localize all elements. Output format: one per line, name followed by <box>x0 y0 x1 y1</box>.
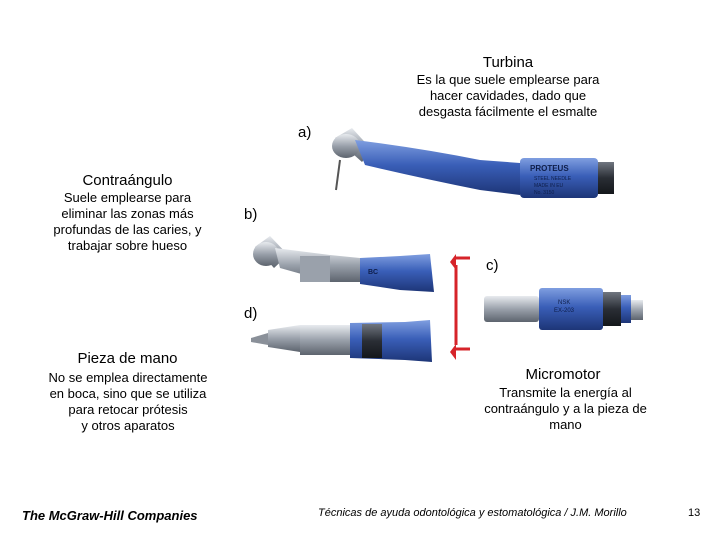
micromotor-marking-2: EX-203 <box>554 308 575 314</box>
turbina-handpiece <box>332 128 614 198</box>
connection-arrow <box>450 254 470 360</box>
turbina-desc-line: Es la que suele emplearse para <box>416 72 600 87</box>
micromotor-description <box>468 385 663 433</box>
contra-brand-text: BC <box>368 269 379 276</box>
turbina-desc-line: hacer cavidades, dado que <box>429 88 587 103</box>
micromotor-desc-line: Transmite la energía al <box>499 385 632 400</box>
micromotor-title: Micromotor <box>525 366 601 383</box>
pieza-desc-line: para retocar prótesis <box>68 402 188 417</box>
label-a: a) <box>298 124 312 141</box>
contraangulo-desc-line: profundas de las caries, y <box>53 222 202 237</box>
contraangulo-desc-line: Suele emplearse para <box>63 190 192 205</box>
turbina-brand-text: PROTEUS <box>530 164 569 173</box>
contraangulo-title: Contraángulo <box>82 172 173 189</box>
pieza-desc-line: y otros aparatos <box>81 418 175 433</box>
turbina-description <box>398 72 618 120</box>
turbina-marking-3: MADE IN EU <box>534 183 564 189</box>
contraangulo-description <box>30 190 225 254</box>
label-b: b) <box>244 206 258 223</box>
micromotor-marking-1: NSK <box>558 300 571 306</box>
contraangulo-desc-line: eliminar las zonas más <box>61 206 194 221</box>
pieza-de-mano-device <box>251 320 432 362</box>
publisher-name: The McGraw-Hill Companies <box>22 508 198 523</box>
turbina-marking-2: STEEL NEEDLE <box>534 176 572 182</box>
turbina-marking-4: No. 3150 <box>534 190 555 196</box>
pieza-title: Pieza de mano <box>77 350 178 367</box>
pieza-desc-line: en boca, sino que se utiliza <box>49 386 207 401</box>
micromotor-desc-line: contraángulo y a la pieza de <box>484 401 647 416</box>
book-credit: Técnicas de ayuda odontológica y estomatológica / J.M. Morillo <box>318 507 627 519</box>
pieza-description <box>28 370 228 434</box>
micromotor-desc-line: mano <box>549 417 582 432</box>
contraangulo-desc-line: trabajar sobre hueso <box>67 238 188 253</box>
turbina-desc-line: desgasta fácilmente el esmalte <box>418 104 598 119</box>
contraangulo-handpiece <box>253 236 434 292</box>
page-number: 13 <box>688 507 701 519</box>
pieza-desc-line: No se emplea directamente <box>48 370 208 385</box>
label-d: d) <box>244 305 258 322</box>
label-c: c) <box>486 257 499 274</box>
turbina-title: Turbina <box>482 54 534 71</box>
